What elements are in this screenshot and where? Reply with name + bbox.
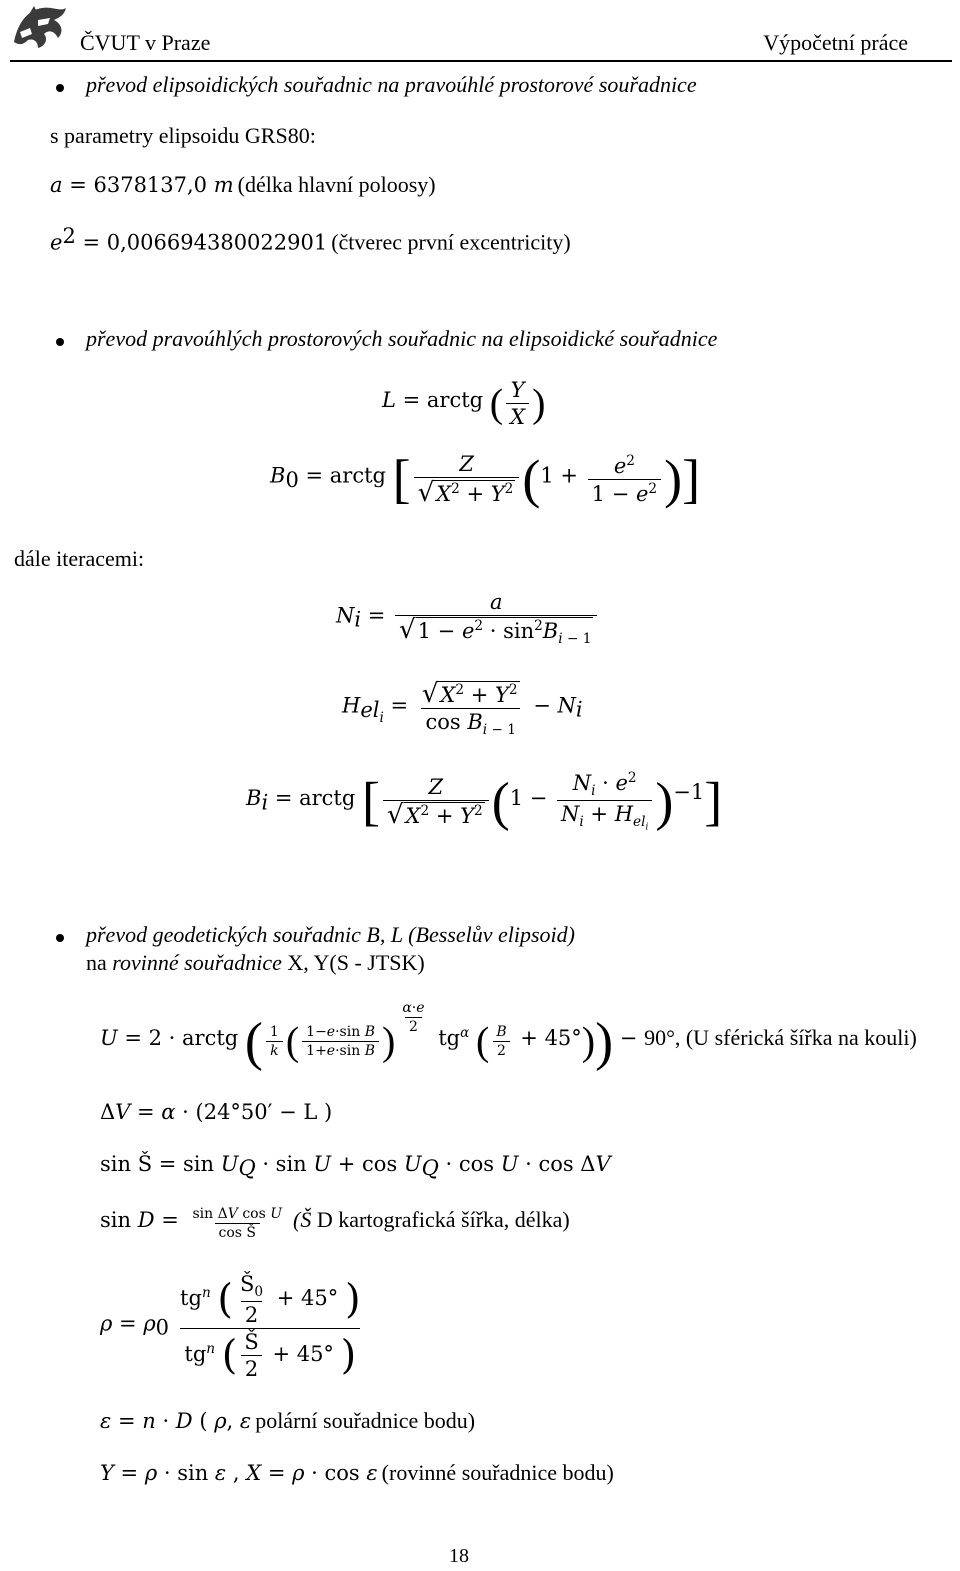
eps-note: polární souřadnice bodu)	[255, 1408, 476, 1433]
formula-Hel: $H_{el_i}$ = √ $X^2 + Y^2$ $\cos B_{i - 1}$ − $N_i$	[342, 678, 583, 738]
a-note: (délka hlavní poloosy)	[237, 172, 436, 197]
e2-note: (čtverec první excentricity)	[331, 229, 571, 255]
formula-a: a = 6378137,0 m (délka hlavní poloosy)	[50, 172, 436, 197]
bullet-2-text: převod pravoúhlých prostorových souřadnic na elipsoidické souřadnice	[86, 326, 718, 351]
formula-B0: $B_0$ = arctg [ Z √ $X^2 + Y^2$ (1 + $\frac{e^2}{1 - e^2}$ )]	[270, 449, 701, 509]
bullet-3-line2: na rovinné souřadnice X, Y(S - JTSK)	[86, 950, 425, 975]
formula-Bi: $B_i$ = arctg [ Z √ $X^2 + Y^2$ (1 − $\frac{N_i \cdot e^2}{N_i + H_{el_i}}$ )$^{-1}$]	[246, 770, 723, 834]
formula-rho: $\rho = \rho_0$ $tg^n$ ( $\frac{Š_0}{2}$ + 45° ) $tg^n$ ( $\frac{Š}{2}$ + 45° )	[100, 1272, 361, 1382]
formula-dV: ΔV = α · (24°50′ − L )	[100, 1100, 333, 1124]
bullet-marker	[56, 338, 64, 346]
header-institution: ČVUT v Praze	[80, 30, 211, 55]
bullet-marker	[56, 84, 64, 92]
formula-U: U = 2 · arctg ( $\frac{1}{k}$ ( $\frac{\text{1−e·sin B}}{\text{1+e·sin B}}$ ) $^{\frac{\alpha\cdot e}{2}}$ $tg^\alpha$ ( $\frac{B}{2}$ + 45°)) − 90°, (U sférická šířka na kouli)	[100, 1000, 917, 1072]
formula-sinD: sin D = $\frac{\text{sin ΔV cos U}}{\text{cos Š}}$ (Š D kartografická šířka, délka)	[100, 1206, 570, 1241]
page-number: 18	[449, 1545, 469, 1567]
params-intro: s parametry elipsoidu GRS80:	[50, 123, 316, 148]
iteration-label: dále iteracemi:	[14, 546, 145, 571]
header-section: Výpočetní práce	[763, 30, 908, 55]
xy-note: (rovinné souřadnice bodu)	[381, 1460, 614, 1485]
u-note: 90°, (U sférická šířka na kouli)	[644, 1025, 917, 1050]
formula-eps: ε = n · D ( ρ, ε polární souřadnice bodu)	[100, 1408, 476, 1433]
bullet-3-text: převod geodetických souřadnic B, L (Besselův elipsoid)	[86, 922, 575, 947]
formula-YX: Y = ρ · sin ε , X = ρ · cos ε (rovinné souřadnice bodu)	[100, 1460, 614, 1485]
formula-L: L = arctg ( $\frac{Y}{X}$ )	[382, 378, 546, 429]
formula-Ni: $N_i$ = a √ $1 - e^2 \cdot \sin^2B_{i - 1}$	[336, 590, 600, 647]
university-lion-logo	[8, 2, 74, 52]
bullet-1-text: převod elipsoidických souřadnic na pravoúhlé prostorové souřadnice	[86, 72, 697, 97]
formula-e2: $e^2 = 0,006694380022901$ (čtverec první excentricity)	[50, 224, 571, 255]
formula-sinS: sin Š = $\sin U_Q \cdot \sin U + \cos U_Q \cdot \cos U \cdot \cos \Delta V$	[100, 1152, 611, 1181]
header-rule	[10, 60, 952, 62]
bullet-marker	[56, 934, 64, 942]
